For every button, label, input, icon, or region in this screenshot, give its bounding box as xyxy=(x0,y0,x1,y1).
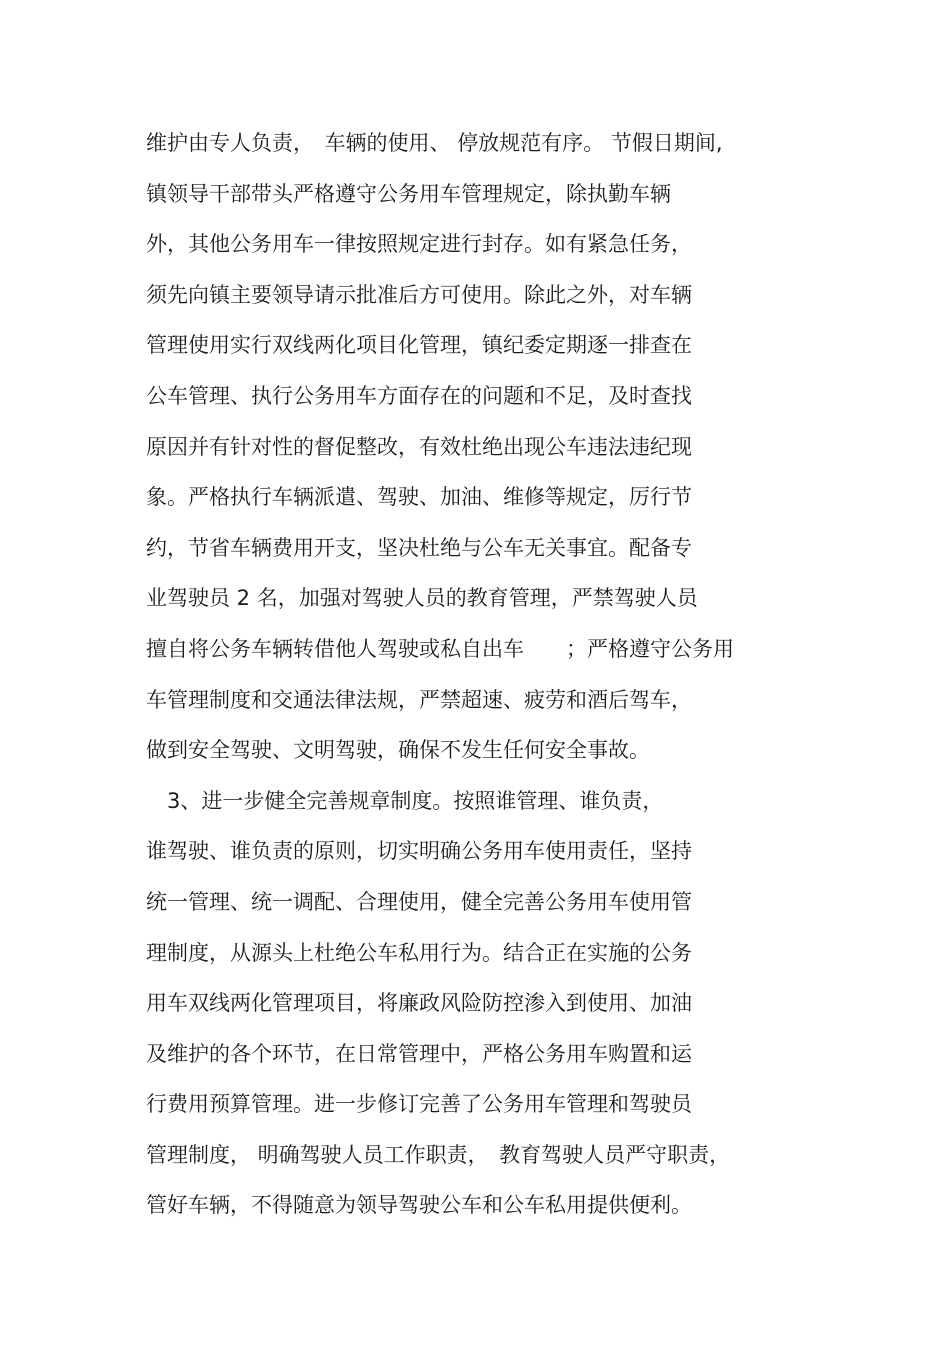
text-line: 统一管理、统一调配、合理使用，健全完善公务用车使用管 xyxy=(146,889,692,914)
text-line: 及维护的各个环节，在日常管理中，严格公务用车购置和运 xyxy=(146,1041,692,1066)
text-line: 理制度，从源头上杜绝公车私用行为。结合正在实施的公务 xyxy=(146,940,692,965)
text-line: 约，节省车辆费用开支，坚决杜绝与公车无关事宜。配备专 xyxy=(146,535,692,560)
text-line: 原因并有针对性的督促整改，有效杜绝出现公车违法违纪现 xyxy=(146,434,692,459)
text-line: 管理制度， 明确驾驶人员工作职责， 教育驾驶人员严守职责， xyxy=(146,1142,731,1167)
text-line: 管好车辆，不得随意为领导驾驶公车和公车私用提供便利。 xyxy=(146,1193,692,1218)
text-line: 谁驾驶、谁负责的原则，切实明确公务用车使用责任，坚持 xyxy=(146,839,692,864)
text-line: 须先向镇主要领导请示批准后方可使用。除此之外，对车辆 xyxy=(146,282,692,307)
text-line: 维护由专人负责， 车辆的使用、 停放规范有序。 节假日期间, xyxy=(146,131,723,155)
text-line: 公车管理、执行公务用车方面存在的问题和不足，及时查找 xyxy=(146,383,692,408)
text-line: 行费用预算管理。进一步修订完善了公务用车管理和驾驶员 xyxy=(146,1092,692,1117)
text-line: 管理使用实行双线两化项目化管理，镇纪委定期逐一排查在 xyxy=(146,333,692,358)
text-line: 镇领导干部带头严格遵守公务用车管理规定，除执勤车辆 xyxy=(146,181,671,206)
text-line: 车管理制度和交通法律法规，严禁超速、疲劳和酒后驾车， xyxy=(146,687,692,712)
body-text xyxy=(146,124,826,1237)
text-line: 用车双线两化管理项目，将廉政风险防控渗入到使用、加油 xyxy=(146,991,692,1016)
text-line: 擅自将公务车辆转借他人驾驶或私自出车 ；严格遵守公务用 xyxy=(146,636,734,661)
text-line: 外，其他公务用车一律按照规定进行封存。如有紧急任务， xyxy=(146,232,692,257)
paragraph-start-line: 3、进一步健全完善规章制度。按照谁管理、谁负责， xyxy=(146,788,664,813)
text-line: 象。严格执行车辆派遣、驾驶、加油、维修等规定，厉行节 xyxy=(146,485,692,510)
text-line: 做到安全驾驶、文明驾驶，确保不发生任何安全事故。 xyxy=(146,738,650,763)
text-line: 业驾驶员 2 名，加强对驾驶人员的教育管理，严禁驾驶人员 xyxy=(146,586,698,611)
